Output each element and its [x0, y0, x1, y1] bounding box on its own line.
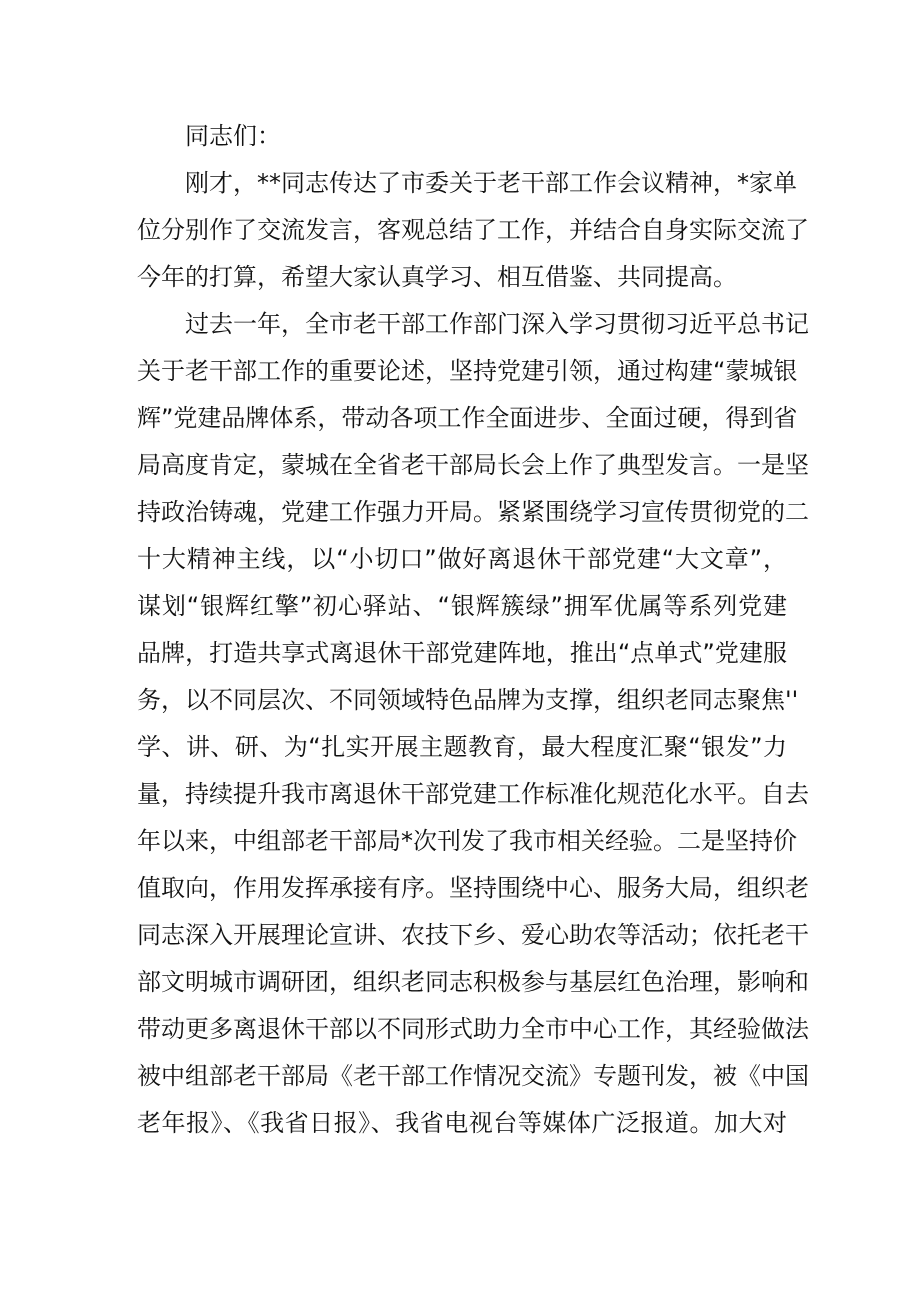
paragraph-1-line-2: 位分别作了交流发言，客观总结了工作，并结合自身实际交流了 [137, 216, 809, 244]
paragraph-2-line-17: 被中组部老干部局《老干部工作情况交流》专题刊发，被《中国 [137, 1062, 809, 1090]
paragraph-2-line-15: 部文明城市调研团，组织老同志积极参与基层红色治理，影响和 [137, 968, 809, 996]
paragraph-2-line-9: 务，以不同层次、不同领域特色品牌为支撑，组织老同志聚焦'' [137, 686, 799, 714]
paragraph-2-line-16: 带动更多离退休干部以不同形式助力全市中心工作，其经验做法 [137, 1015, 809, 1043]
salutation-line: 同志们： [185, 122, 281, 150]
paragraph-2-line-14: 同志深入开展理论宣讲、农技下乡、爱心助农等活动；依托老干 [137, 921, 809, 949]
paragraph-1-line-3: 今年的打算，希望大家认真学习、相互借鉴、共同提高。 [137, 263, 737, 291]
paragraph-2-line-13: 值取向，作用发挥承接有序。坚持围绕中心、服务大局，组织老 [137, 874, 809, 902]
paragraph-2-line-7: 谋划“银辉红擎”初心驿站、“银辉簇绿”拥军优属等系列党建 [137, 592, 787, 620]
paragraph-2-line-8: 品牌，打造共享式离退休干部党建阵地，推出“点单式”党建服 [137, 639, 787, 667]
paragraph-2-line-2: 关于老干部工作的重要论述，坚持党建引领，通过构建“蒙城银 [137, 357, 798, 385]
paragraph-2-line-6: 十大精神主线，以“小切口”做好离退休干部党建“大文章”， [137, 545, 787, 573]
paragraph-1-line-1: 刚才，**同志传达了市委关于老干部工作会议精神，*家单 [185, 169, 797, 197]
paragraph-2-line-10: 学、讲、研、为“扎实开展主题教育，最大程度汇聚“银发”力 [137, 733, 787, 761]
paragraph-2-line-1: 过去一年，全市老干部工作部门深入学习贯彻习近平总书记 [185, 310, 809, 338]
paragraph-2-line-5: 持政治铸魂，党建工作强力开局。紧紧围绕学习宣传贯彻党的二 [137, 498, 809, 526]
paragraph-2-line-4: 局高度肯定，蒙城在全省老干部局长会上作了典型发言。一是坚 [137, 451, 809, 479]
paragraph-2-line-12: 年以来，中组部老干部局*次刊发了我市相关经验。二是坚持价 [137, 827, 797, 855]
document-body [137, 113, 809, 1147]
paragraph-2-line-11: 量，持续提升我市离退休干部党建工作标准化规范化水平。自去 [137, 780, 809, 808]
paragraph-2-line-3: 辉”党建品牌体系，带动各项工作全面进步、全面过硬，得到省 [137, 404, 798, 432]
paragraph-2-line-18: 老年报》、《我省日报》、我省电视台等媒体广泛报道。加大对 [137, 1109, 787, 1137]
